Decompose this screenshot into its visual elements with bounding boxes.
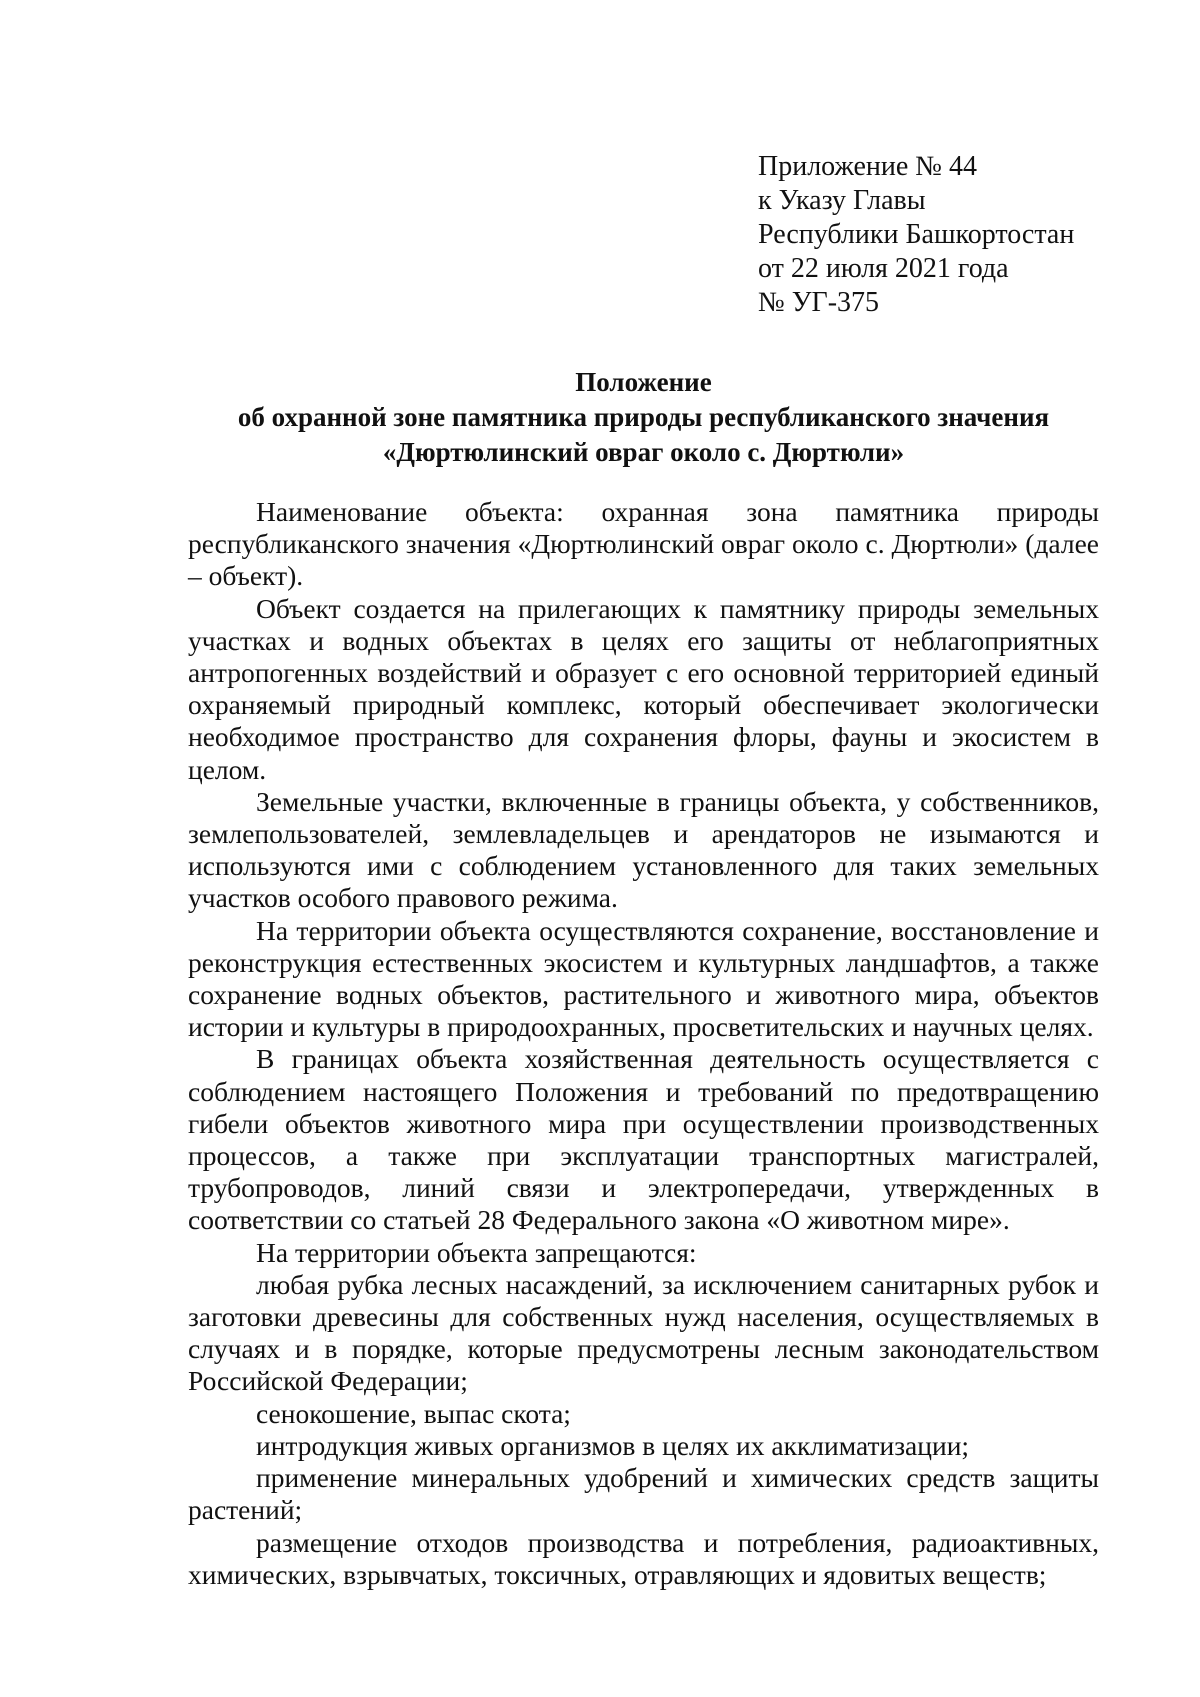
annex-decree-ref: к Указу Главы [758, 185, 926, 216]
document-title [0, 365, 1200, 470]
paragraph: На территории объекта осуществляются сохранение, восстановление и реконструкция естественных экосистем и культурных ландшафтов, а также сохранение водных объектов, растительного и животного мира, объектов истории и культуры в природоохранных, просветительских и научных целях. [188, 914, 1099, 1043]
annex-number: Приложение № 44 [758, 151, 977, 182]
annex-decree-number: № УГ-375 [758, 287, 880, 318]
title-object-name: «Дюртюлинский овраг около с. Дюртюли» [382, 437, 905, 467]
paragraph: Земельные участки, включенные в границы объекта, у собственников, землепользователей, землевладельцев и арендаторов не изымаются и используются ими с соблюдением установленного для таких земельных участков особого правового режима. [188, 785, 1099, 914]
annex-header [758, 150, 1074, 320]
paragraph: сенокошение, выпас скота; [256, 1397, 571, 1429]
paragraph: применение минеральных удобрений и химических средств защиты растений; [188, 1462, 1099, 1526]
paragraph: любая рубка лесных насаждений, за исключением санитарных рубок и заготовки древесины для собственных нужд населения, осуществляемых в случаях и в порядке, которые предусмотрены лесным законодательством Российской Федерации; [188, 1268, 1099, 1397]
annex-republic: Республики Башкортостан [758, 219, 1075, 250]
paragraph: Объект создается на прилегающих к памятнику природы земельных участках и водных объектах в целях его защиты от неблагоприятных антропогенных воздействий и образует с его основной территорией единый охраняемый природный комплекс, который обеспечивает экологически необходимое пространство для сохранения флоры, фауны и экосистем в целом. [188, 592, 1099, 785]
paragraph: На территории объекта запрещаются: [256, 1236, 697, 1268]
paragraph: размещение отходов производства и потребления, радиоактивных, химических, взрывчатых, токсичных, отравляющих и ядовитых веществ; [188, 1526, 1099, 1590]
document-body [188, 496, 1099, 1591]
annex-date: от 22 июля 2021 года [758, 253, 1009, 284]
paragraph: Наименование объекта: охранная зона памятника природы республиканского значения «Дюртюлинский овраг около с. Дюртюли» (далее – объект). [188, 496, 1099, 592]
paragraph: В границах объекта хозяйственная деятельность осуществляется с соблюдением настоящего Положения и требований по предотвращению гибели объектов животного мира при осуществлении производственных процессов, а также при эксплуатации транспортных магистралей, трубопроводов, линий связи и электропередачи, утвержденных в соответствии со статьей 28 Федерального закона «О животном мире». [188, 1043, 1099, 1236]
title-subject: об охранной зоне памятника природы республиканского значения [237, 402, 1050, 432]
title-heading: Положение [575, 367, 712, 397]
paragraph: интродукция живых организмов в целях их акклиматизации; [256, 1429, 970, 1461]
